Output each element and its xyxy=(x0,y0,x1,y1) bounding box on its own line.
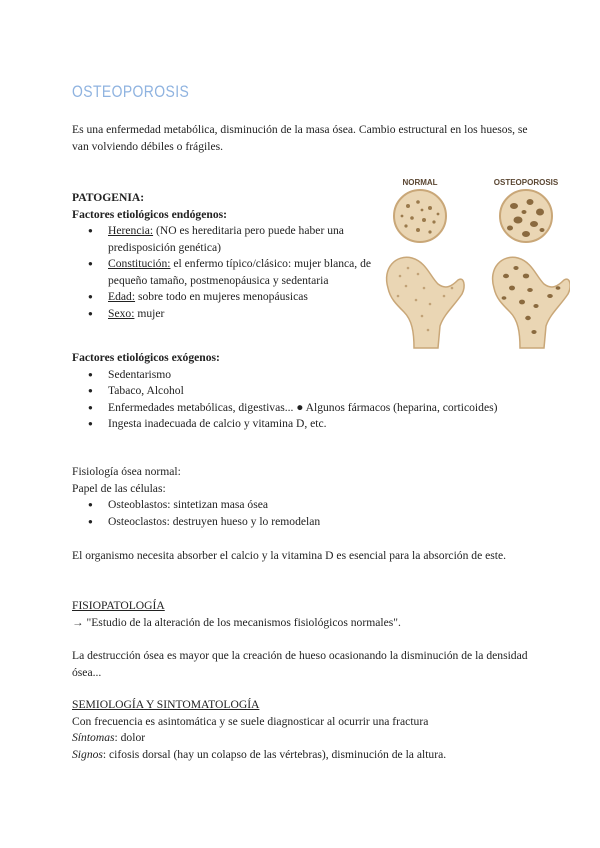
normal-label: NORMAL xyxy=(402,178,438,187)
list-item: ● Osteoblastos: sintetizan masa ósea xyxy=(72,497,532,514)
item-text: sobre todo en mujeres menopáusicas xyxy=(135,290,308,303)
organismo-paragraph: El organismo necesita absorber el calcio y la vitamina D es esencial para la absorción de este. xyxy=(72,549,507,562)
fisiopatologia-heading: FISIOPATOLOGÍA xyxy=(72,599,165,612)
sintomas-line xyxy=(72,730,532,747)
item-label: Herencia: xyxy=(108,224,154,237)
fisiologia-line-2: Papel de las células: xyxy=(72,481,166,495)
fisiologia-section xyxy=(72,464,532,530)
sintomas-text: : dolor xyxy=(114,731,146,744)
list-item: ● Enfermedades metabólicas, digestivas... ● Algunos fármacos (heparina, corticoides) xyxy=(72,400,532,417)
endogenous-heading: Factores etiológicos endógenos: xyxy=(72,207,227,221)
cells-list xyxy=(72,497,532,530)
patogenia-section xyxy=(72,190,372,322)
list-item xyxy=(72,223,372,256)
osteoporosis-label: OSTEOPOROSIS xyxy=(493,178,559,187)
fisiologia-line-1: Fisiología ósea normal: xyxy=(72,465,181,478)
semiologia-section xyxy=(72,697,532,763)
patogenia-heading: PATOGENIA: xyxy=(72,191,145,204)
fisiopatologia-definition: → "Estudio de la alteración de los mecanismos fisiológicos normales". xyxy=(72,615,401,629)
page-title: OSTEOPOROSIS xyxy=(72,82,190,101)
item-label: Constitución: xyxy=(108,257,171,270)
endogenous-list xyxy=(72,223,372,322)
signos-line xyxy=(72,747,532,764)
list-item xyxy=(72,289,372,306)
item-text: mujer xyxy=(134,306,165,320)
item-text: (NO es hereditaria pero puede haber una predisposición genética) xyxy=(108,224,344,254)
signos-label: Signos xyxy=(72,747,103,761)
destruccion-paragraph: La destrucción ósea es mayor que la creación de hueso ocasionando la disminución de la densidad ósea... xyxy=(72,649,528,679)
exogenous-heading: Factores etiológicos exógenos: xyxy=(72,351,220,364)
list-item xyxy=(72,256,372,289)
semiologia-line-1: Con frecuencia es asintomática y se suele diagnosticar al ocurrir una fractura xyxy=(72,714,429,728)
item-label: Sexo: xyxy=(108,306,135,320)
intro-paragraph: Es una enfermedad metabólica, disminución de la masa ósea. Cambio estructural en los huesos, se van volviendo débiles o frágiles. xyxy=(72,123,528,153)
signos-text: : cifosis dorsal (hay un colapso de las vértebras), disminución de la altura. xyxy=(102,747,447,761)
item-text: el enfermo típico/clásico: mujer blanca, de pequeño tamaño, postmenopáusica y sedentaria xyxy=(108,257,372,287)
item-label: Edad: xyxy=(108,290,136,303)
exogenous-list xyxy=(72,367,532,433)
list-item: ● Ingesta inadecuada de calcio y vitamina D, etc. xyxy=(72,416,532,433)
list-item: ● Tabaco, Alcohol xyxy=(72,383,532,400)
list-item xyxy=(72,306,372,323)
list-item: ● Sedentarismo xyxy=(72,367,532,384)
semiologia-heading: SEMIOLOGÍA Y SINTOMATOLOGÍA xyxy=(72,698,260,711)
normal-femur xyxy=(387,257,464,348)
list-item: ● Osteoclastos: destruyen hueso y lo remodelan xyxy=(72,514,532,531)
exogenous-section xyxy=(72,350,532,433)
fisiopatologia-section xyxy=(72,598,532,631)
bone-comparison-illustration xyxy=(378,176,570,351)
sintomas-label: Síntomas xyxy=(72,731,115,744)
osteoporotic-femur xyxy=(493,257,570,348)
